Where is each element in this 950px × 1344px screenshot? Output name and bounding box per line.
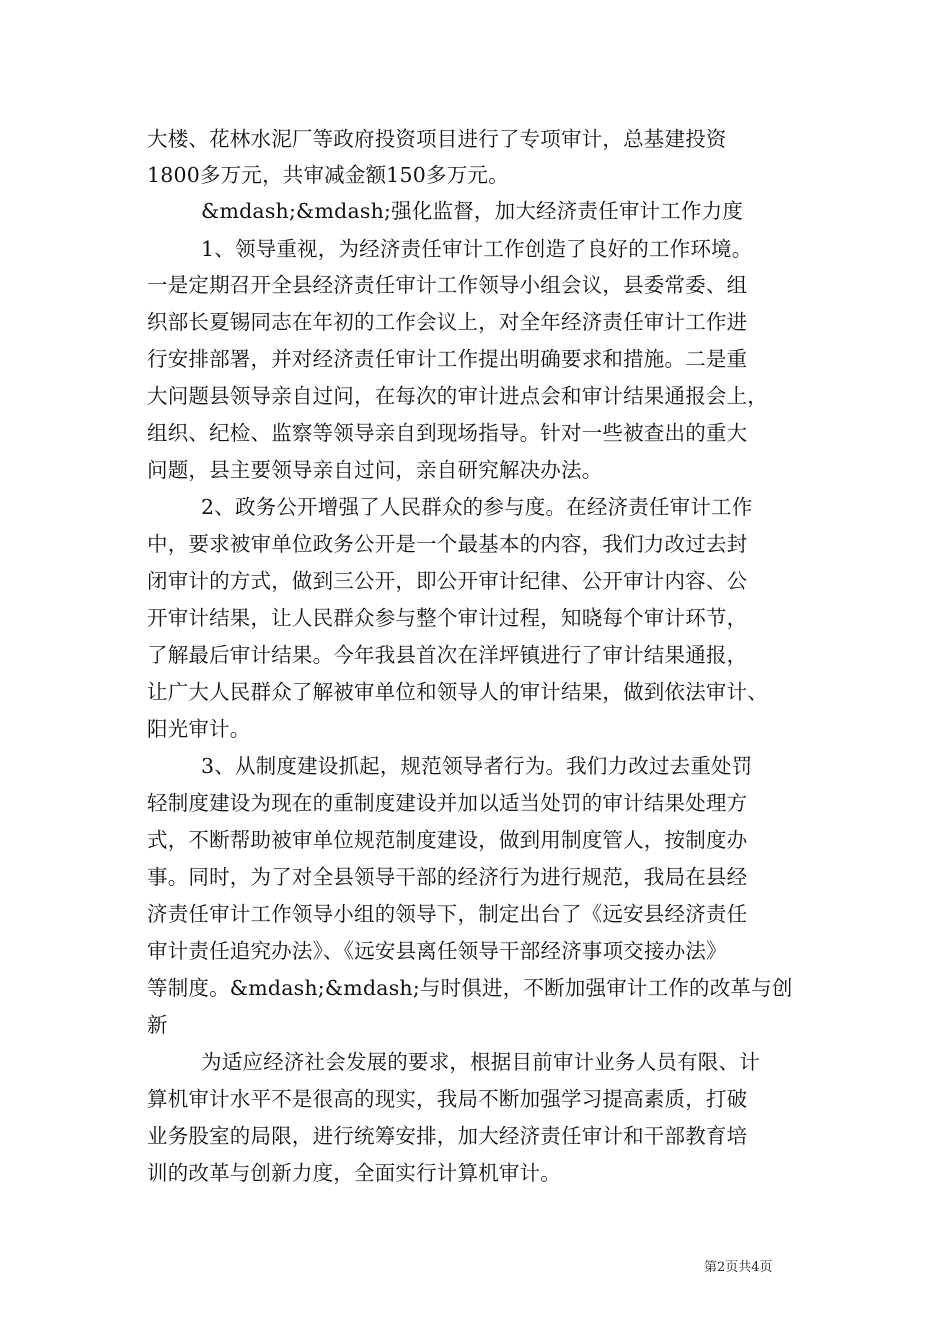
text-line: 式，不断帮助被审单位规范制度建设，做到用制度管人，按制度办 xyxy=(147,828,748,852)
text-line: 一是定期召开全县经济责任审计工作领导小组会议，县委常委、组 xyxy=(147,273,748,297)
text-line: 事。同时，为了对全县领导干部的经济行为进行规范，我局在县经 xyxy=(147,865,748,889)
text-line: 训的改革与创新力度，全面实行计算机审计。 xyxy=(147,1161,561,1185)
text-line: 1800多万元，共审减金额150多万元。 xyxy=(147,163,509,187)
text-line: 1、领导重视，为经济责任审计工作创造了良好的工作环境。 xyxy=(201,237,753,261)
text-line: 为适应经济社会发展的要求，根据目前审计业务人员有限、计 xyxy=(201,1050,760,1074)
text-line: 大楼、花林水泥厂等政府投资项目进行了专项审计，总基建投资 xyxy=(147,127,727,151)
text-line: 了解最后审计结果。今年我县首次在洋坪镇进行了审计结果通报， xyxy=(147,643,748,667)
text-line: 让广大人民群众了解被审单位和领导人的审计结果，做到依法审计、 xyxy=(147,680,768,704)
text-line: 织部长夏锡同志在年初的工作会议上，对全年经济责任审计工作进 xyxy=(147,310,748,334)
text-line: 问题，县主要领导亲自过问，亲自研究解决办法。 xyxy=(147,458,603,482)
text-line: 大问题县领导亲自过问，在每次的审计进点会和审计结果通报会上， xyxy=(147,384,768,408)
text-line: 中，要求被审单位政务公开是一个最基本的内容，我们力改过去封 xyxy=(147,532,748,556)
text-line: 算机审计水平不是很高的现实，我局不断加强学习提高素质，打破 xyxy=(147,1087,748,1111)
text-line: 审计责任追究办法》、《远安县离任领导干部经济事项交接办法》 xyxy=(147,939,727,963)
page-number: 第2页共4页 xyxy=(704,1260,773,1275)
text-line: 等制度。&mdash;&mdash;与时俱进，不断加强审计工作的改革与创 xyxy=(147,976,793,1000)
text-line: 2、政务公开增强了人民群众的参与度。在经济责任审计工作 xyxy=(201,495,753,519)
text-line: 阳光审计。 xyxy=(147,717,251,741)
text-line: 开审计结果，让人民群众参与整个审计过程，知晓每个审计环节， xyxy=(147,606,748,630)
text-line: 济责任审计工作领导小组的领导下，制定出台了《远安县经济责任 xyxy=(147,902,748,926)
text-line: 组织、纪检、监察等领导亲自到现场指导。针对一些被查出的重大 xyxy=(147,421,748,445)
text-line: 3、从制度建设抓起，规范领导者行为。我们力改过去重处罚 xyxy=(201,754,753,778)
section-heading: &mdash;&mdash;强化监督，加大经济责任审计工作力度 xyxy=(201,199,744,223)
text-line: 闭审计的方式，做到三公开，即公开审计纪律、公开审计内容、公 xyxy=(147,569,748,593)
text-line: 行安排部署，并对经济责任审计工作提出明确要求和措施。二是重 xyxy=(147,347,748,371)
text-line: 轻制度建设为现在的重制度建设并加以适当处罚的审计结果处理方 xyxy=(147,791,748,815)
text-line: 新 xyxy=(147,1013,168,1037)
text-line: 业务股室的局限，进行统筹安排，加大经济责任审计和干部教育培 xyxy=(147,1124,748,1148)
